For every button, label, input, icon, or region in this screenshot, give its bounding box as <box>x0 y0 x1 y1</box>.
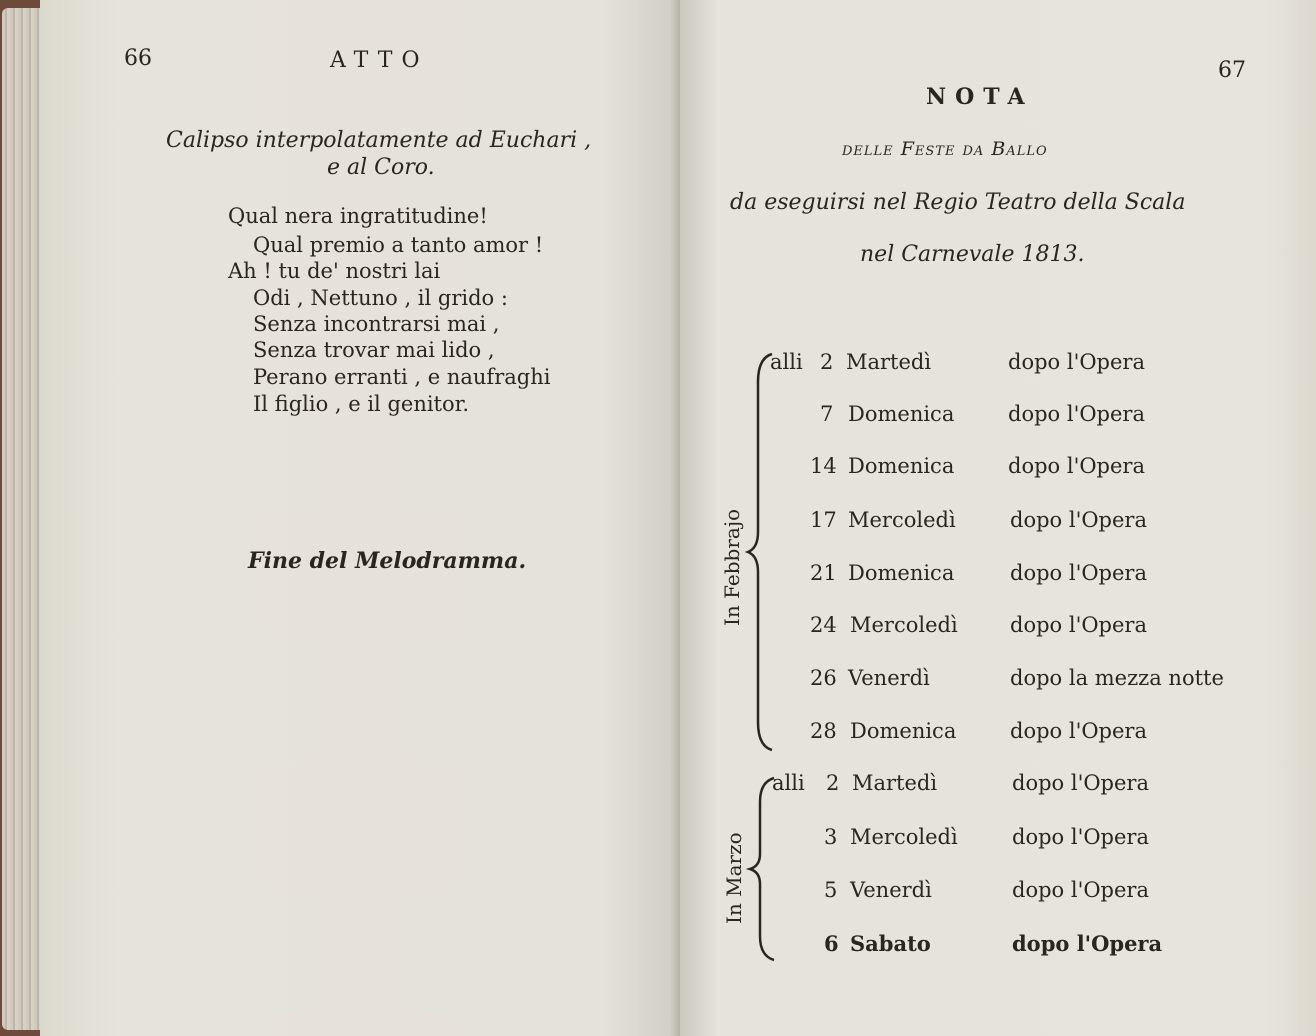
row-day: 7 <box>820 402 834 426</box>
row-time: dopo l'Opera <box>1008 454 1145 478</box>
row-weekday: Venerdì <box>850 878 932 902</box>
stage-direction-line2: e al Coro. <box>327 155 435 180</box>
running-head: ATTO <box>330 48 429 73</box>
right-page-number: 67 <box>1218 58 1246 83</box>
verse-line: Ah ! tu de' nostri lai <box>228 259 441 283</box>
note-line2: da eseguirsi nel Regio Teatro della Scala <box>730 190 1186 215</box>
row-time: dopo l'Opera <box>1008 350 1145 374</box>
verse-line: Il figlio , e il genitor. <box>253 392 470 416</box>
row-day: 26 <box>810 666 837 690</box>
row-day: 28 <box>810 719 837 743</box>
row-time: dopo l'Opera <box>1012 931 1163 956</box>
verse-line: Senza incontrarsi mai , <box>253 312 500 336</box>
stage-direction-line1: Calipso interpolatamente ad Euchari , <box>166 128 592 153</box>
row-day: 2 <box>826 771 840 795</box>
note-line3: nel Carnevale 1813. <box>860 242 1085 267</box>
row-day: 6 <box>824 931 839 956</box>
row-weekday: Mercoledì <box>850 825 958 849</box>
row-time: dopo l'Opera <box>1010 508 1147 532</box>
row-day: 5 <box>824 878 838 902</box>
row-time: dopo l'Opera <box>1010 561 1147 585</box>
row-day: 21 <box>810 561 837 585</box>
row-time: dopo la mezza notte <box>1010 666 1224 690</box>
row-time: dopo l'Opera <box>1010 613 1147 637</box>
row-weekday: Sabato <box>850 931 931 956</box>
row-weekday: Domenica <box>848 561 955 585</box>
row-day: 14 <box>810 454 837 478</box>
row-weekday: Venerdì <box>848 666 930 690</box>
row-time: dopo l'Opera <box>1012 771 1149 795</box>
verse-line: Perano erranti , e naufraghi <box>253 365 551 389</box>
row-time: dopo l'Opera <box>1012 825 1149 849</box>
right-page <box>680 0 1316 1036</box>
row-weekday: Domenica <box>848 454 955 478</box>
row-weekday: Martedì <box>846 350 932 374</box>
row-day: 17 <box>810 508 837 532</box>
end-note: Fine del Melodramma. <box>248 548 527 574</box>
row-time: dopo l'Opera <box>1010 719 1147 743</box>
row-time: dopo l'Opera <box>1012 878 1149 902</box>
verse-line: Qual premio a tanto amor ! <box>253 233 544 257</box>
note-subtitle: delle Feste da Ballo <box>842 138 1048 160</box>
left-page-number: 66 <box>124 46 152 71</box>
row-weekday: Mercoledì <box>848 508 956 532</box>
verse-line: Senza trovar mai lido , <box>253 338 495 362</box>
march-brace <box>744 776 780 962</box>
row-weekday: Martedì <box>852 771 938 795</box>
month-label-february: In Febbrajo <box>720 508 744 626</box>
month-label-march: In Marzo <box>722 832 746 924</box>
row-day: 2 <box>820 350 834 374</box>
verse-line: Qual nera ingratitudine! <box>228 204 488 228</box>
row-weekday: Mercoledì <box>850 613 958 637</box>
row-day: 24 <box>810 613 837 637</box>
note-title: NOTA <box>926 84 1034 110</box>
left-page <box>40 0 680 1036</box>
verse-line: Odi , Nettuno , il grido : <box>253 286 508 310</box>
february-brace <box>742 352 778 752</box>
row-weekday: Domenica <box>850 719 957 743</box>
row-prefix: alli <box>770 350 803 374</box>
row-time: dopo l'Opera <box>1008 402 1145 426</box>
row-day: 3 <box>824 825 838 849</box>
row-weekday: Domenica <box>848 402 955 426</box>
row-prefix: alli <box>772 771 805 795</box>
